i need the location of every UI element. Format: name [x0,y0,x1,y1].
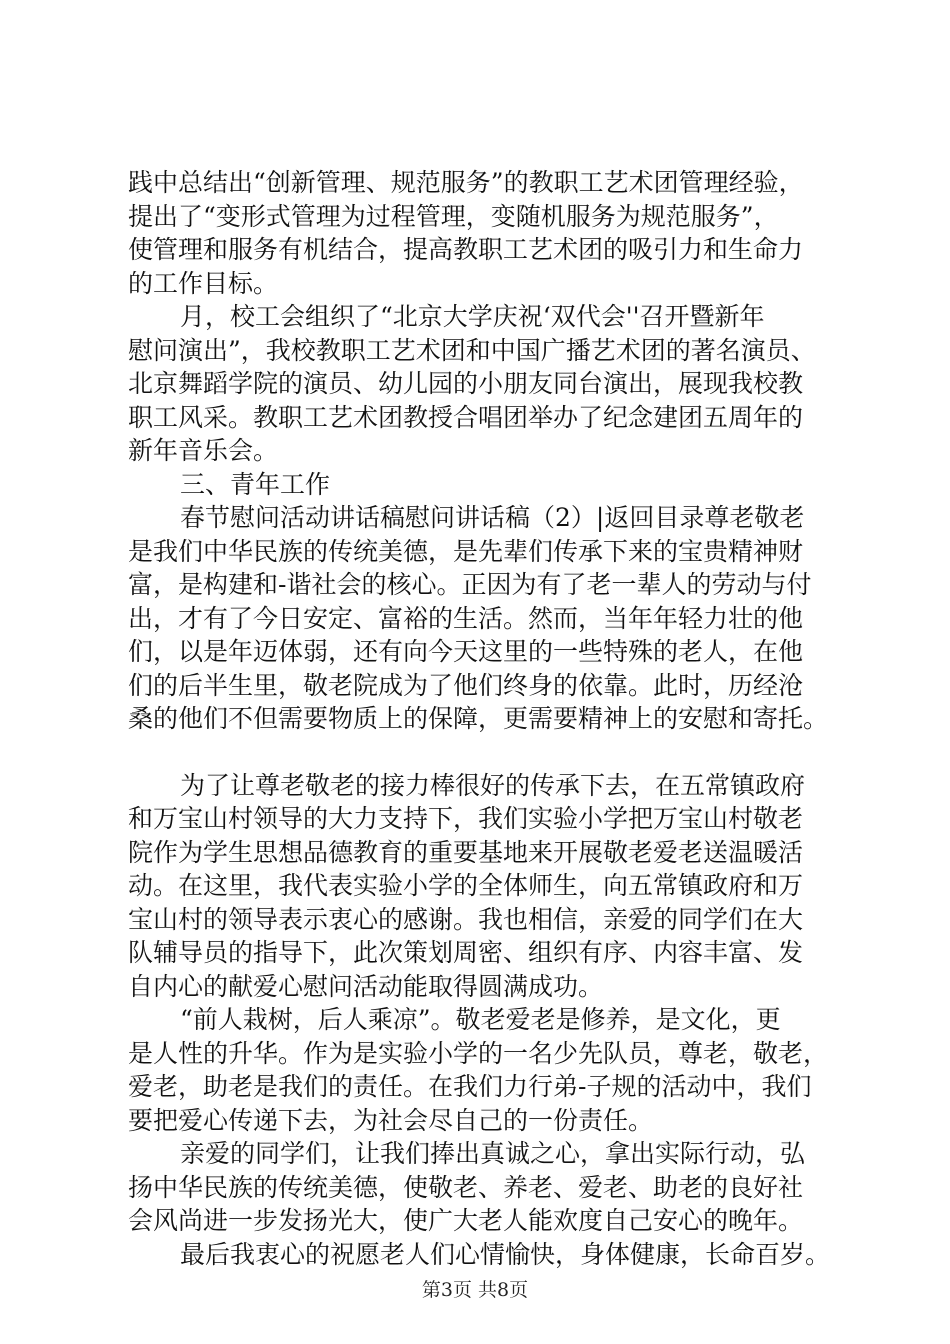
paragraph-line: 的工作目标。 [128,268,279,298]
paragraph-line: 要把爱心传递下去，为社会尽自己的一份责任。 [128,1105,654,1135]
paragraph-line: 会风尚进一步发扬光大，使广大老人能欢度自己安心的晚年。 [128,1206,804,1235]
paragraph-line: 宝山村的领导表示衷心的感谢。我也相信，亲爱的同学们在大 [128,904,804,934]
paragraph-line: 自内心的献爱心慰问活动能取得圆满成功。 [128,971,604,1001]
paragraph-line: 慰问演出”，我校教职工艺术团和中国广播艺术团的著名演员、 [128,335,816,365]
paragraph-line: 月，校工会组织了“北京大学庆祝‘双代会''召开暨新年 [180,302,765,331]
paragraph-line: 新年音乐会。 [128,436,279,465]
paragraph-line: 北京舞蹈学院的演员、幼儿园的小朋友同台演出，展现我校教 [128,369,804,398]
paragraph-line: 队辅导员的指导下，此次策划周密、组织有序、内容丰富、发 [128,938,804,967]
paragraph-line: 出，才有了今日安定、富裕的生活。然而，当年年轻力壮的他 [128,603,804,633]
paragraph-line: 亲爱的同学们，让我们捧出真诚之心，拿出实际行动，弘 [180,1139,806,1168]
paragraph-line: 爱老，助老是我们的责任。在我们力行弟-子规的活动中，我们 [128,1072,812,1101]
paragraph-line: 们，以是年迈体弱，还有向今天这里的一些特殊的老人，在他 [128,637,804,666]
paragraph-gap [128,736,840,769]
page-number-footer: 第3页 共8页 [421,1279,529,1301]
paragraph-line: 扬中华民族的传统美德，使敬老、养老、爱老、助老的良好社 [128,1172,804,1202]
paragraph-line: 职工风采。教职工艺术团教授合唱团举办了纪念建团五周年的 [128,402,804,432]
paragraph-line: 提出了“变形式管理为过程管理，变随机服务为规范服务”， [128,201,779,231]
paragraph-line: 最后我衷心的祝愿老人们心情愉快，身体健康，长命百岁。 [180,1239,831,1269]
paragraph-line: 为了让尊老敬老的接力棒很好的传承下去，在五常镇政府 [180,770,806,800]
paragraph-line: 富，是构建和-谐社会的核心。正因为有了老一辈人的劳动与付 [128,570,812,599]
paragraph-line: 们的后半生里，敬老院成为了他们终身的依靠。此时，历经沧 [128,670,804,700]
section-heading: 三、青年工作 [180,469,331,499]
paragraph-line: 是人性的升华。作为是实验小学的一名少先队员，尊老，敬老， [128,1038,829,1068]
paragraph-line: 桑的他们不但需要物质上的保障，更需要精神上的安慰和寄托。 [128,704,829,733]
paragraph-line: 和万宝山村领导的大力支持下，我们实验小学把万宝山村敬老 [128,804,804,833]
paragraph-line: 春节慰问活动讲话稿慰问讲话稿（2）|返回目录尊老敬老 [180,503,805,532]
paragraph-line: 动。在这里，我代表实验小学的全体师生，向五常镇政府和万 [128,871,804,900]
paragraph-line: 使管理和服务有机结合，提高教职工艺术团的吸引力和生命力 [128,235,804,264]
paragraph-line: 是我们中华民族的传统美德，是先辈们传承下来的宝贵精神财 [128,536,804,566]
paragraph-line: “前人栽树，后人乘凉”。敬老爱老是修养，是文化，更 [180,1005,781,1034]
paragraph-line: 践中总结出“创新管理、规范服务”的教职工艺术团管理经验， [128,168,804,197]
document-body [128,166,840,1271]
paragraph-line: 院作为学生思想品德教育的重要基地来开展敬老爱老送温暖活 [128,837,804,867]
